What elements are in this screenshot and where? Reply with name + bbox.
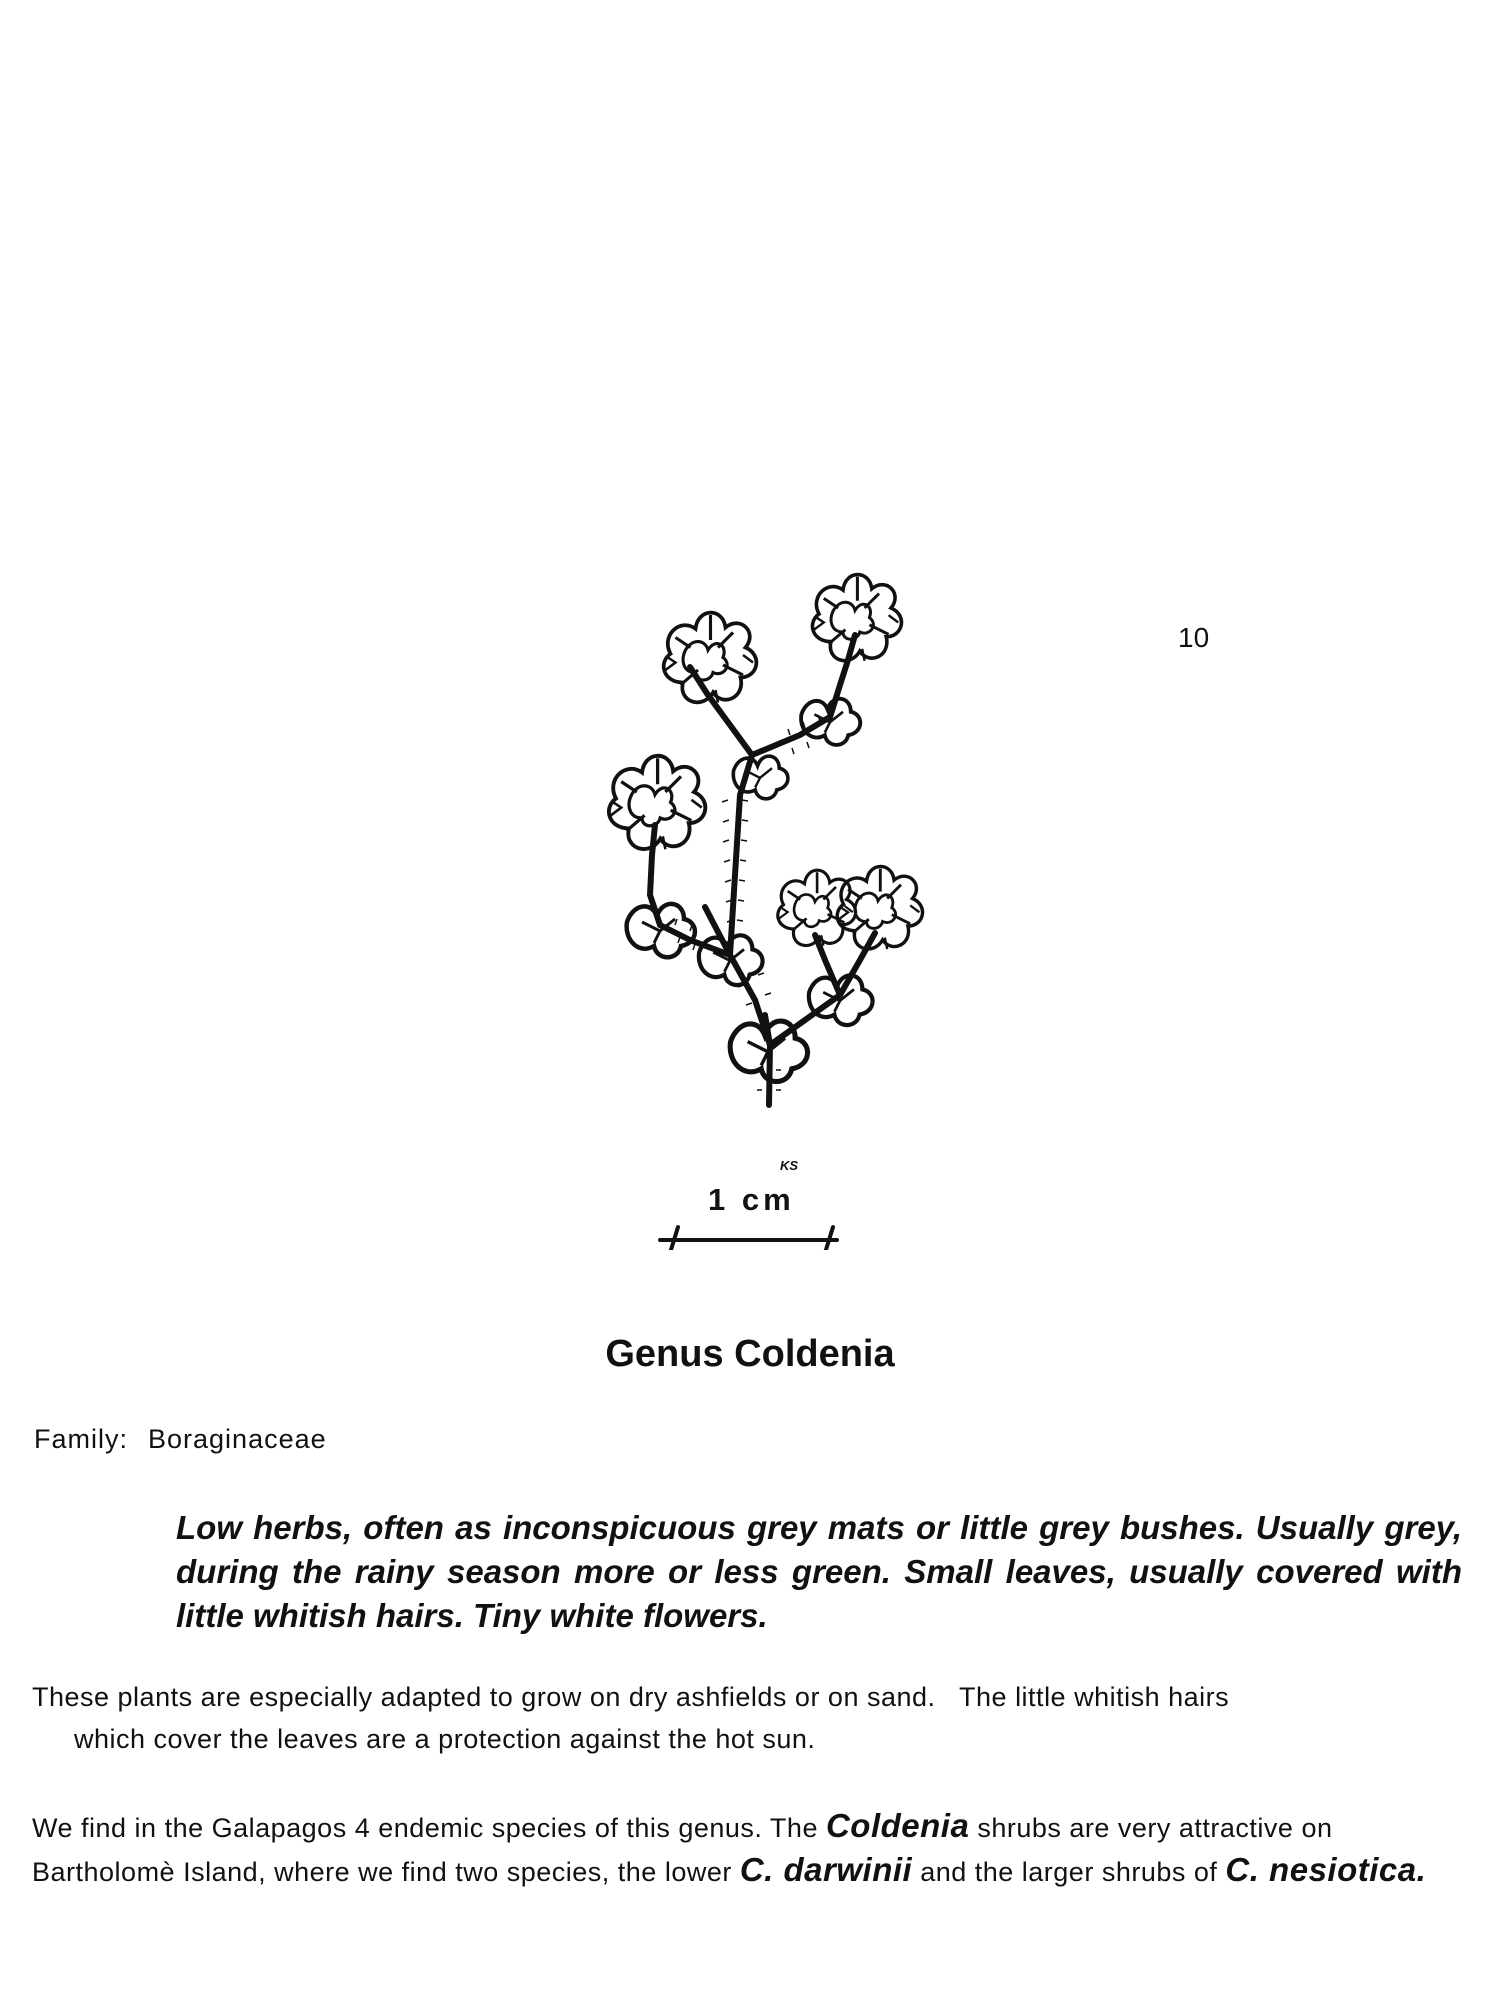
coldenia-plant-illustration (530, 455, 1060, 1250)
paragraph-adaptation-line2: which cover the leaves are a protection against the hot sun. (74, 1724, 816, 1754)
page-number: 10 (1178, 622, 1210, 653)
family-line (34, 1424, 327, 1455)
species-nesiotica: C. nesiotica. (1225, 1851, 1427, 1888)
species-text-1: We find in the Galapagos 4 endemic species of this genus. The (32, 1813, 826, 1843)
scale-bar (660, 1227, 837, 1250)
page-title: Genus Coldenia (605, 1333, 895, 1375)
paragraph-adaptation (32, 1676, 1470, 1760)
scale-label: 1 cm (708, 1182, 795, 1217)
paragraph-species (32, 1805, 1470, 1893)
family-value: Boraginaceae (148, 1424, 327, 1454)
species-darwinii: C. darwinii (739, 1851, 913, 1888)
genus-name: Coldenia (825, 1807, 970, 1844)
artist-initials: KS (780, 1158, 799, 1173)
paragraph-adaptation-line1: These plants are especially adapted to grow on dry ashfields or on sand. The little whitish hairs (32, 1682, 1230, 1712)
description: Low herbs, often as inconspicuous grey mats or little grey bushes. Usually grey, during the rainy season more or less green. Small leaves, usually covered with little whitish hairs. Tiny white flowers. (176, 1509, 1462, 1634)
species-text-3: and the larger shrubs of (912, 1857, 1226, 1887)
species-text-2: shrubs are very attractive on Bartholomè Island, where we find two species, the lower (32, 1813, 1333, 1887)
family-label: Family: (34, 1424, 128, 1454)
